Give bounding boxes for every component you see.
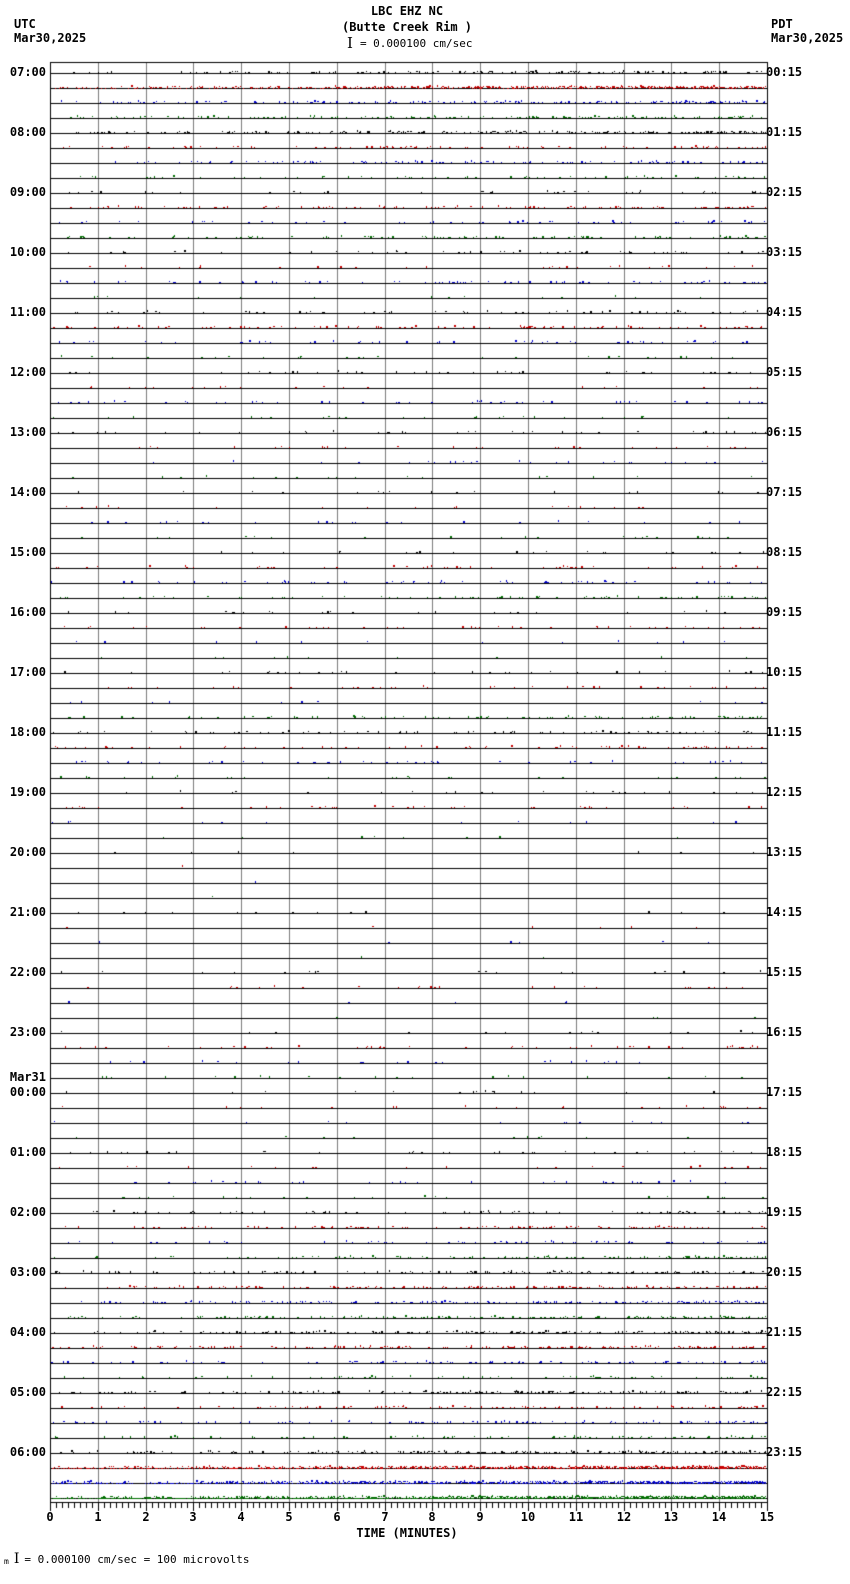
pdt-hour-label: 12:15 <box>766 785 803 799</box>
minute-tick-label: 3 <box>189 1510 197 1524</box>
station-location: (Butte Creek Rim ) <box>341 20 473 34</box>
utc-hour-label: 15:00 <box>9 545 46 559</box>
station-header <box>50 3 764 35</box>
utc-hour-label: 06:00 <box>9 1445 46 1459</box>
utc-hour-label: 23:00 <box>9 1025 46 1039</box>
utc-hour-label: 05:00 <box>9 1385 46 1399</box>
pdt-hour-label: 20:15 <box>766 1265 803 1279</box>
pdt-hour-label: 10:15 <box>766 665 803 679</box>
minute-tick-label: 6 <box>333 1510 341 1524</box>
utc-hour-label: 21:00 <box>9 905 46 919</box>
utc-hour-label: 10:00 <box>9 245 46 259</box>
pdt-hour-label: 13:15 <box>766 845 803 859</box>
footer-scale-bar-icon: I <box>13 1551 20 1567</box>
footer-prefix: m <box>4 1557 9 1566</box>
minute-tick-label: 8 <box>428 1510 436 1524</box>
pdt-hour-label: 03:15 <box>766 245 803 259</box>
minute-tick-label: 10 <box>520 1510 536 1524</box>
scale-bar-icon: I <box>347 34 353 52</box>
minute-tick-label: 11 <box>568 1510 584 1524</box>
minute-tick-label: 7 <box>381 1510 389 1524</box>
station-title: LBC EHZ NC <box>370 4 444 18</box>
utc-zone-label: UTC <box>14 17 36 31</box>
utc-hour-label: 03:00 <box>9 1265 46 1279</box>
utc-hour-label: 18:00 <box>9 725 46 739</box>
pdt-hour-label: 04:15 <box>766 305 803 319</box>
minute-tick-label: 0 <box>46 1510 54 1524</box>
minute-tick-label: 12 <box>616 1510 632 1524</box>
date-break-label: Mar31 <box>9 1070 46 1084</box>
utc-hour-label: 09:00 <box>9 185 46 199</box>
utc-hour-label: 20:00 <box>9 845 46 859</box>
pdt-hour-label: 07:15 <box>766 485 803 499</box>
pdt-hour-label: 11:15 <box>766 725 803 739</box>
minute-tick-label: 14 <box>711 1510 727 1524</box>
utc-hour-label: 07:00 <box>9 65 46 79</box>
utc-hour-label: 12:00 <box>9 365 46 379</box>
utc-hour-label: 00:00 <box>9 1085 46 1099</box>
utc-hour-label: 17:00 <box>9 665 46 679</box>
footer-scale-text: = 0.000100 cm/sec = 100 microvolts <box>24 1552 250 1566</box>
x-axis-title: TIME (MINUTES) <box>356 1526 458 1540</box>
utc-hour-label: 04:00 <box>9 1325 46 1339</box>
pdt-hour-label: 06:15 <box>766 425 803 439</box>
pdt-hour-label: 19:15 <box>766 1205 803 1219</box>
utc-hour-label: 08:00 <box>9 125 46 139</box>
minute-tick-label: 9 <box>476 1510 484 1524</box>
pdt-hour-label: 01:15 <box>766 125 803 139</box>
pdt-hour-label: 05:15 <box>766 365 803 379</box>
pdt-hour-label: 08:15 <box>766 545 803 559</box>
pdt-hour-label: 22:15 <box>766 1385 803 1399</box>
pdt-hour-label: 15:15 <box>766 965 803 979</box>
minute-tick-label: 2 <box>142 1510 150 1524</box>
utc-hour-label: 14:00 <box>9 485 46 499</box>
utc-hour-label: 19:00 <box>9 785 46 799</box>
pdt-hour-label: 00:15 <box>766 65 803 79</box>
minute-tick-label: 15 <box>759 1510 775 1524</box>
pdt-hour-label: 23:15 <box>766 1445 803 1459</box>
utc-date-label: Mar30,2025 <box>14 31 87 45</box>
pdt-header <box>771 17 843 45</box>
pdt-date-label: Mar30,2025 <box>771 31 844 45</box>
pdt-hour-label: 02:15 <box>766 185 803 199</box>
amplitude-scale-line <box>347 36 473 51</box>
minute-tick-label: 4 <box>237 1510 245 1524</box>
pdt-zone-label: PDT <box>771 17 793 31</box>
utc-hour-label: 11:00 <box>9 305 46 319</box>
utc-hour-label: 02:00 <box>9 1205 46 1219</box>
utc-hour-label: 22:00 <box>9 965 46 979</box>
footer-scale-line <box>4 1552 250 1566</box>
pdt-hour-label: 09:15 <box>766 605 803 619</box>
pdt-hour-label: 21:15 <box>766 1325 803 1339</box>
utc-hour-label: 16:00 <box>9 605 46 619</box>
utc-hour-label: 01:00 <box>9 1145 46 1159</box>
scale-text: = 0.000100 cm/sec <box>359 37 473 50</box>
pdt-hour-label: 18:15 <box>766 1145 803 1159</box>
minute-tick-label: 5 <box>285 1510 293 1524</box>
utc-hour-label: 13:00 <box>9 425 46 439</box>
pdt-hour-label: 16:15 <box>766 1025 803 1039</box>
minute-tick-label: 1 <box>94 1510 102 1524</box>
minute-tick-label: 13 <box>663 1510 679 1524</box>
pdt-hour-label: 17:15 <box>766 1085 803 1099</box>
pdt-hour-label: 14:15 <box>766 905 803 919</box>
